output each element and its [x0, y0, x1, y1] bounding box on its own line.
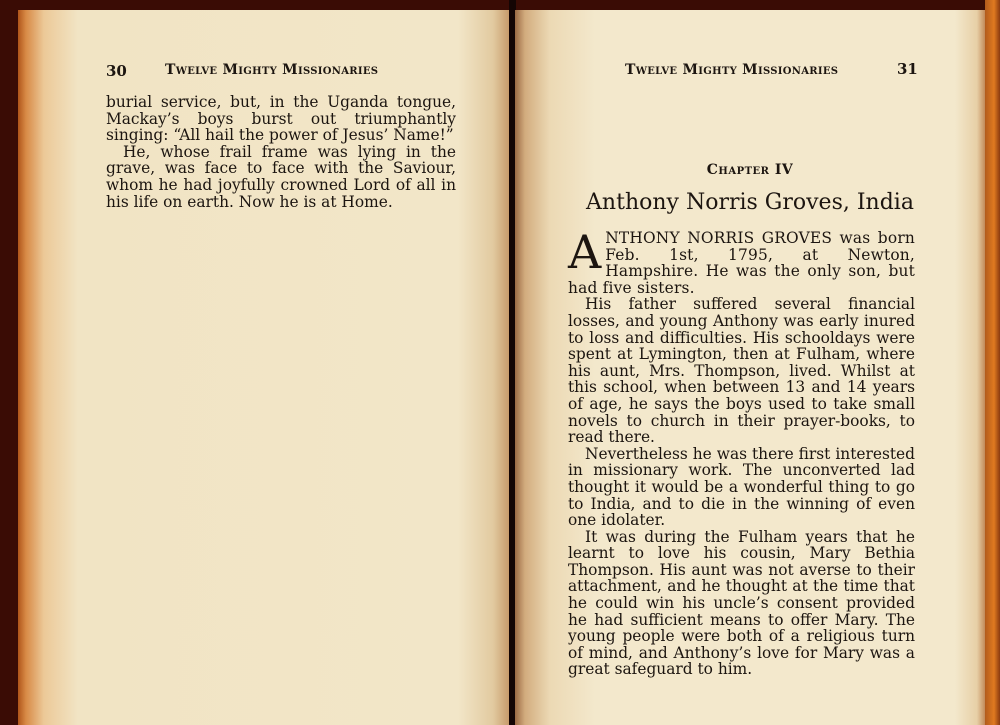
paragraph: His father suffered several financial losses, and young Anthony was early inured to loss and difficulties. His schooldays were spent at Lymington, then at Fulham, where his aunt, Mrs. Thompson, lived. Whilst at this school, when between 13 and 14 years of age, he says the boys used to take small novels to church in their prayer-books, to read there. [568, 295, 915, 447]
right-page [515, 10, 985, 725]
running-head-right: Twelve Mighty Missionaries [625, 62, 839, 78]
opening-text: NTHONY NORRIS GROVES was born Feb. 1st, 1795, at Newton, Hampshire. He was the only son, but had five sisters. [568, 229, 915, 297]
opening-paragraph [568, 225, 915, 297]
page-edge [985, 0, 1000, 725]
paragraph: Nevertheless he was there first interested in missionary work. The unconverted lad thought it would be a wonderful thing to go to India, and to die in the winning of even one idolater. [568, 444, 915, 530]
paragraph: burial service, but, in the Uganda tongue, Mackay’s boys burst out triumphantly singing: “All hail the power of Jesus’ Name!” [106, 93, 456, 145]
running-head-left: Twelve Mighty Missionaries [165, 62, 379, 78]
left-page-text [106, 94, 456, 210]
page-number-left: 30 [106, 62, 127, 80]
paragraph: It was during the Fulham years that he learnt to love his cousin, Mary Bethia Thompson. His aunt was not averse to their attachment, and he thought at the time that he could win his uncle’s consent provided he had sufficient means to offer Mary. The young people were both of a religious turn of mind, and Anthony’s love for Mary was a great safeguard to him. [568, 527, 915, 679]
drop-cap: A [568, 225, 602, 279]
left-page [18, 10, 510, 725]
page-number-right: 31 [897, 60, 918, 78]
right-page-text [568, 225, 915, 679]
paragraph: He, whose frail frame was lying in the grave, was face to face with the Saviour, whom he had joyfully crowned Lord of all in his life on earth. Now he is at Home. [106, 142, 456, 211]
chapter-label: Chapter IV [706, 162, 794, 178]
chapter-title: Anthony Norris Groves, India [586, 190, 914, 215]
